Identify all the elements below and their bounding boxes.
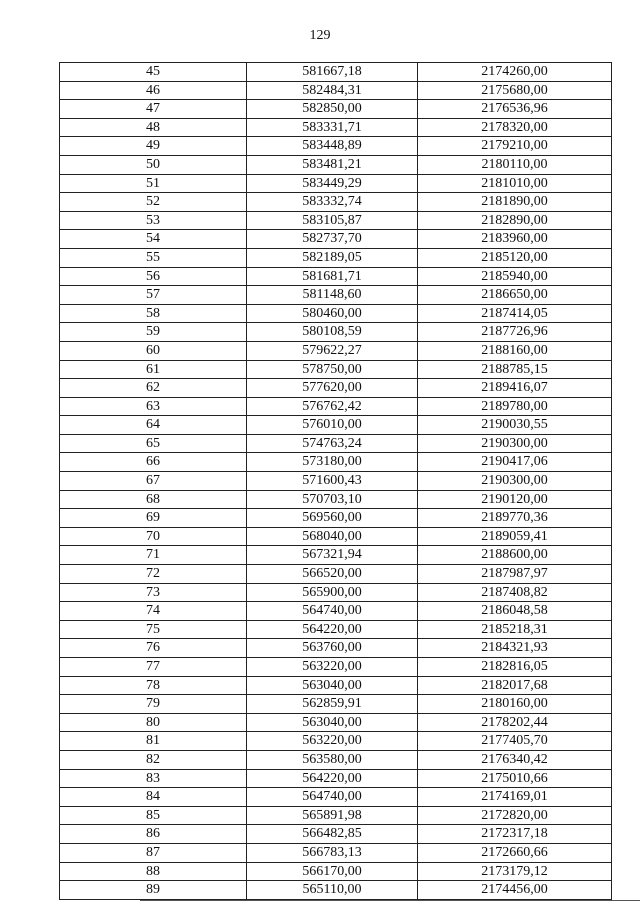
table-row bbox=[60, 248, 612, 267]
point-number-cell: 74 bbox=[60, 602, 247, 621]
y-coordinate-cell: 2190300,00 bbox=[418, 472, 612, 491]
x-coordinate-cell: 563220,00 bbox=[247, 658, 418, 677]
table-row bbox=[60, 583, 612, 602]
x-coordinate-cell: 581681,71 bbox=[247, 267, 418, 286]
table-row bbox=[60, 806, 612, 825]
y-coordinate-cell: 2189770,36 bbox=[418, 509, 612, 528]
y-coordinate-cell: 2181890,00 bbox=[418, 193, 612, 212]
table-row bbox=[60, 137, 612, 156]
y-coordinate-cell: 2178202,44 bbox=[418, 713, 612, 732]
y-coordinate-cell: 2176536,96 bbox=[418, 100, 612, 119]
y-coordinate-cell: 2190417,06 bbox=[418, 453, 612, 472]
point-number-cell: 61 bbox=[60, 360, 247, 379]
table-row bbox=[60, 100, 612, 119]
x-coordinate-cell: 563040,00 bbox=[247, 676, 418, 695]
x-coordinate-cell: 564740,00 bbox=[247, 788, 418, 807]
y-coordinate-cell: 2189059,41 bbox=[418, 527, 612, 546]
table-row bbox=[60, 323, 612, 342]
y-coordinate-cell: 2172317,18 bbox=[418, 825, 612, 844]
point-number-cell: 80 bbox=[60, 713, 247, 732]
table-row bbox=[60, 639, 612, 658]
point-number-cell: 54 bbox=[60, 230, 247, 249]
table-row bbox=[60, 490, 612, 509]
x-coordinate-cell: 577620,00 bbox=[247, 379, 418, 398]
table-row bbox=[60, 881, 612, 900]
x-coordinate-cell: 565891,98 bbox=[247, 806, 418, 825]
y-coordinate-cell: 2187987,97 bbox=[418, 565, 612, 584]
table-row bbox=[60, 602, 612, 621]
point-number-cell: 83 bbox=[60, 769, 247, 788]
y-coordinate-cell: 2186650,00 bbox=[418, 286, 612, 305]
y-coordinate-cell: 2179210,00 bbox=[418, 137, 612, 156]
point-number-cell: 50 bbox=[60, 155, 247, 174]
point-number-cell: 84 bbox=[60, 788, 247, 807]
point-number-cell: 57 bbox=[60, 286, 247, 305]
x-coordinate-cell: 565900,00 bbox=[247, 583, 418, 602]
y-coordinate-cell: 2180160,00 bbox=[418, 695, 612, 714]
point-number-cell: 78 bbox=[60, 676, 247, 695]
y-coordinate-cell: 2186048,58 bbox=[418, 602, 612, 621]
y-coordinate-cell: 2188160,00 bbox=[418, 341, 612, 360]
x-coordinate-cell: 582484,31 bbox=[247, 81, 418, 100]
y-coordinate-cell: 2182017,68 bbox=[418, 676, 612, 695]
x-coordinate-cell: 576010,00 bbox=[247, 416, 418, 435]
table-row bbox=[60, 695, 612, 714]
y-coordinate-cell: 2184321,93 bbox=[418, 639, 612, 658]
point-number-cell: 77 bbox=[60, 658, 247, 677]
table-row bbox=[60, 769, 612, 788]
table-row bbox=[60, 565, 612, 584]
table-row bbox=[60, 379, 612, 398]
page-number: 129 bbox=[309, 28, 331, 43]
y-coordinate-cell: 2174260,00 bbox=[418, 63, 612, 82]
point-number-cell: 82 bbox=[60, 750, 247, 769]
y-coordinate-cell: 2189780,00 bbox=[418, 397, 612, 416]
point-number-cell: 89 bbox=[60, 881, 247, 900]
x-coordinate-cell: 582189,05 bbox=[247, 248, 418, 267]
table-row bbox=[60, 658, 612, 677]
point-number-cell: 69 bbox=[60, 509, 247, 528]
table-row bbox=[60, 453, 612, 472]
x-coordinate-cell: 582737,70 bbox=[247, 230, 418, 249]
x-coordinate-cell: 580460,00 bbox=[247, 304, 418, 323]
point-number-cell: 73 bbox=[60, 583, 247, 602]
x-coordinate-cell: 566520,00 bbox=[247, 565, 418, 584]
table-row bbox=[60, 63, 612, 82]
y-coordinate-cell: 2177405,70 bbox=[418, 732, 612, 751]
point-number-cell: 67 bbox=[60, 472, 247, 491]
point-number-cell: 47 bbox=[60, 100, 247, 119]
y-coordinate-cell: 2182816,05 bbox=[418, 658, 612, 677]
x-coordinate-cell: 570703,10 bbox=[247, 490, 418, 509]
x-coordinate-cell: 576762,42 bbox=[247, 397, 418, 416]
y-coordinate-cell: 2185940,00 bbox=[418, 267, 612, 286]
table-row bbox=[60, 472, 612, 491]
coordinates-table-body bbox=[60, 63, 612, 900]
x-coordinate-cell: 573180,00 bbox=[247, 453, 418, 472]
x-coordinate-cell: 583448,89 bbox=[247, 137, 418, 156]
table-row bbox=[60, 732, 612, 751]
table-row bbox=[60, 825, 612, 844]
table-row bbox=[60, 676, 612, 695]
table-row bbox=[60, 862, 612, 881]
table-row bbox=[60, 434, 612, 453]
point-number-cell: 70 bbox=[60, 527, 247, 546]
point-number-cell: 52 bbox=[60, 193, 247, 212]
table-row bbox=[60, 750, 612, 769]
x-coordinate-cell: 583105,87 bbox=[247, 211, 418, 230]
x-coordinate-cell: 566170,00 bbox=[247, 862, 418, 881]
point-number-cell: 60 bbox=[60, 341, 247, 360]
y-coordinate-cell: 2174169,01 bbox=[418, 788, 612, 807]
point-number-cell: 51 bbox=[60, 174, 247, 193]
point-number-cell: 72 bbox=[60, 565, 247, 584]
table-row bbox=[60, 713, 612, 732]
point-number-cell: 48 bbox=[60, 118, 247, 137]
x-coordinate-cell: 579622,27 bbox=[247, 341, 418, 360]
x-coordinate-cell: 581148,60 bbox=[247, 286, 418, 305]
x-coordinate-cell: 564220,00 bbox=[247, 620, 418, 639]
table-row bbox=[60, 527, 612, 546]
point-number-cell: 75 bbox=[60, 620, 247, 639]
point-number-cell: 64 bbox=[60, 416, 247, 435]
y-coordinate-cell: 2172820,00 bbox=[418, 806, 612, 825]
table-row bbox=[60, 509, 612, 528]
point-number-cell: 68 bbox=[60, 490, 247, 509]
y-coordinate-cell: 2190300,00 bbox=[418, 434, 612, 453]
table-row bbox=[60, 155, 612, 174]
table-row bbox=[60, 843, 612, 862]
point-number-cell: 59 bbox=[60, 323, 247, 342]
table-row bbox=[60, 788, 612, 807]
table-row bbox=[60, 304, 612, 323]
y-coordinate-cell: 2189416,07 bbox=[418, 379, 612, 398]
table-row bbox=[60, 267, 612, 286]
table-row bbox=[60, 360, 612, 379]
point-number-cell: 85 bbox=[60, 806, 247, 825]
point-number-cell: 58 bbox=[60, 304, 247, 323]
y-coordinate-cell: 2187726,96 bbox=[418, 323, 612, 342]
x-coordinate-cell: 566783,13 bbox=[247, 843, 418, 862]
y-coordinate-cell: 2175680,00 bbox=[418, 81, 612, 100]
x-coordinate-cell: 568040,00 bbox=[247, 527, 418, 546]
coordinates-table bbox=[59, 62, 612, 900]
y-coordinate-cell: 2174456,00 bbox=[418, 881, 612, 900]
point-number-cell: 66 bbox=[60, 453, 247, 472]
y-coordinate-cell: 2180110,00 bbox=[418, 155, 612, 174]
y-coordinate-cell: 2187408,82 bbox=[418, 583, 612, 602]
table-row bbox=[60, 81, 612, 100]
point-number-cell: 62 bbox=[60, 379, 247, 398]
y-coordinate-cell: 2172660,66 bbox=[418, 843, 612, 862]
x-coordinate-cell: 563760,00 bbox=[247, 639, 418, 658]
x-coordinate-cell: 574763,24 bbox=[247, 434, 418, 453]
table-row bbox=[60, 193, 612, 212]
point-number-cell: 86 bbox=[60, 825, 247, 844]
table-row bbox=[60, 286, 612, 305]
point-number-cell: 56 bbox=[60, 267, 247, 286]
y-coordinate-cell: 2185120,00 bbox=[418, 248, 612, 267]
point-number-cell: 55 bbox=[60, 248, 247, 267]
table-row bbox=[60, 620, 612, 639]
point-number-cell: 76 bbox=[60, 639, 247, 658]
x-coordinate-cell: 569560,00 bbox=[247, 509, 418, 528]
y-coordinate-cell: 2182890,00 bbox=[418, 211, 612, 230]
point-number-cell: 87 bbox=[60, 843, 247, 862]
point-number-cell: 79 bbox=[60, 695, 247, 714]
y-coordinate-cell: 2185218,31 bbox=[418, 620, 612, 639]
table-row bbox=[60, 118, 612, 137]
point-number-cell: 49 bbox=[60, 137, 247, 156]
y-coordinate-cell: 2190030,55 bbox=[418, 416, 612, 435]
y-coordinate-cell: 2181010,00 bbox=[418, 174, 612, 193]
point-number-cell: 88 bbox=[60, 862, 247, 881]
y-coordinate-cell: 2190120,00 bbox=[418, 490, 612, 509]
x-coordinate-cell: 571600,43 bbox=[247, 472, 418, 491]
x-coordinate-cell: 580108,59 bbox=[247, 323, 418, 342]
x-coordinate-cell: 563220,00 bbox=[247, 732, 418, 751]
x-coordinate-cell: 578750,00 bbox=[247, 360, 418, 379]
table-row bbox=[60, 341, 612, 360]
y-coordinate-cell: 2187414,05 bbox=[418, 304, 612, 323]
x-coordinate-cell: 564740,00 bbox=[247, 602, 418, 621]
table-row bbox=[60, 397, 612, 416]
table-row bbox=[60, 546, 612, 565]
x-coordinate-cell: 564220,00 bbox=[247, 769, 418, 788]
table-row bbox=[60, 230, 612, 249]
y-coordinate-cell: 2188785,15 bbox=[418, 360, 612, 379]
table-row bbox=[60, 174, 612, 193]
x-coordinate-cell: 582850,00 bbox=[247, 100, 418, 119]
table-row bbox=[60, 416, 612, 435]
point-number-cell: 45 bbox=[60, 63, 247, 82]
x-coordinate-cell: 583331,71 bbox=[247, 118, 418, 137]
point-number-cell: 53 bbox=[60, 211, 247, 230]
x-coordinate-cell: 566482,85 bbox=[247, 825, 418, 844]
y-coordinate-cell: 2178320,00 bbox=[418, 118, 612, 137]
table-row bbox=[60, 211, 612, 230]
x-coordinate-cell: 583332,74 bbox=[247, 193, 418, 212]
point-number-cell: 63 bbox=[60, 397, 247, 416]
x-coordinate-cell: 563040,00 bbox=[247, 713, 418, 732]
y-coordinate-cell: 2183960,00 bbox=[418, 230, 612, 249]
y-coordinate-cell: 2175010,66 bbox=[418, 769, 612, 788]
x-coordinate-cell: 583481,21 bbox=[247, 155, 418, 174]
bottom-rule bbox=[140, 900, 640, 901]
y-coordinate-cell: 2176340,42 bbox=[418, 750, 612, 769]
point-number-cell: 71 bbox=[60, 546, 247, 565]
x-coordinate-cell: 567321,94 bbox=[247, 546, 418, 565]
y-coordinate-cell: 2173179,12 bbox=[418, 862, 612, 881]
point-number-cell: 81 bbox=[60, 732, 247, 751]
point-number-cell: 46 bbox=[60, 81, 247, 100]
y-coordinate-cell: 2188600,00 bbox=[418, 546, 612, 565]
x-coordinate-cell: 563580,00 bbox=[247, 750, 418, 769]
x-coordinate-cell: 583449,29 bbox=[247, 174, 418, 193]
x-coordinate-cell: 581667,18 bbox=[247, 63, 418, 82]
x-coordinate-cell: 565110,00 bbox=[247, 881, 418, 900]
x-coordinate-cell: 562859,91 bbox=[247, 695, 418, 714]
point-number-cell: 65 bbox=[60, 434, 247, 453]
